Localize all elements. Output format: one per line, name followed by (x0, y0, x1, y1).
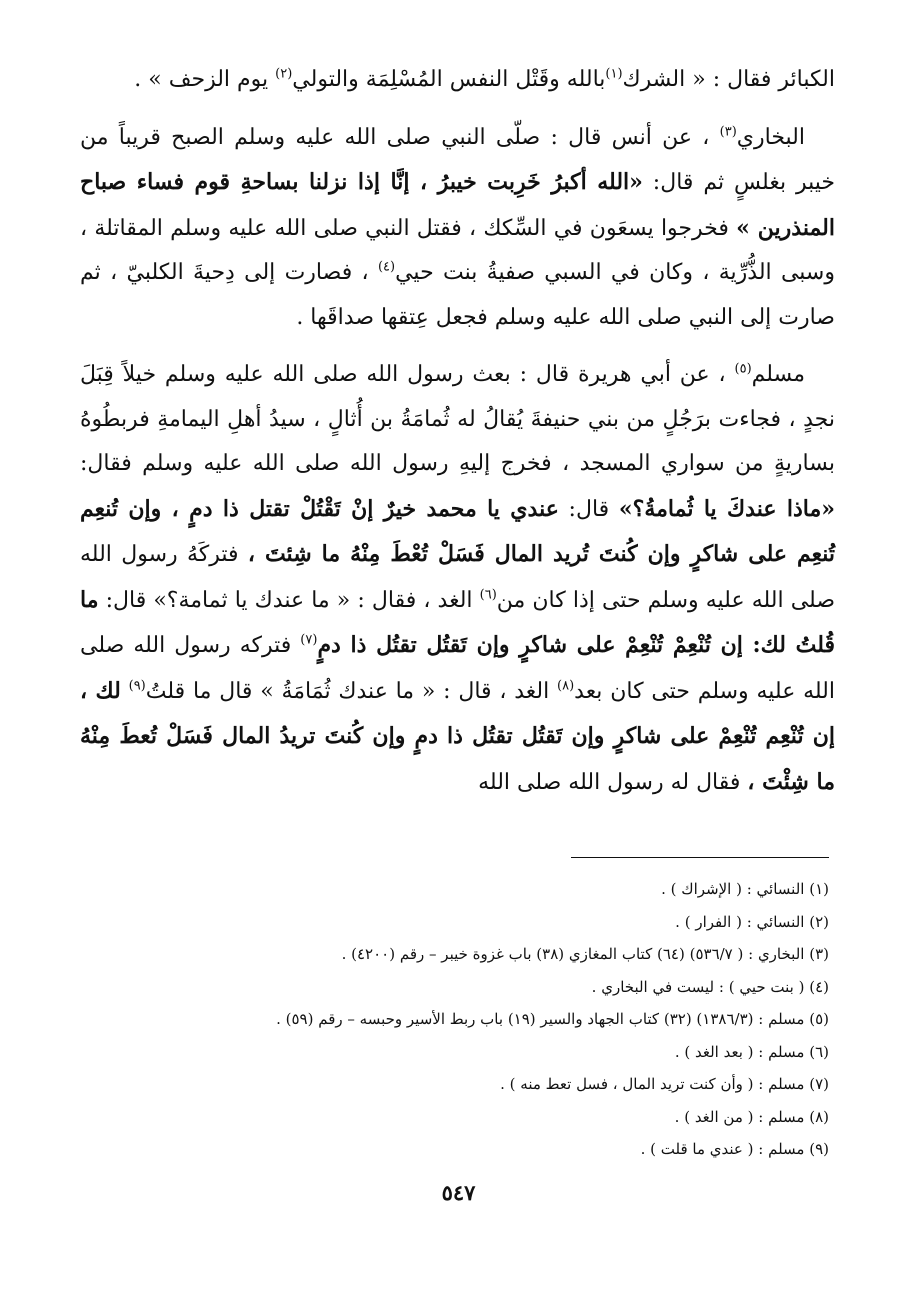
footnote-ref: (٨) (557, 678, 575, 694)
text-run: ، عن أنس قال : صلّى النبي صلى الله عليه وسلم الصبح قريباً من خيبر بغلسٍ ثم قال: (80, 124, 835, 195)
quoted-speech: «ماذا عندكَ يا ثُمامةُ؟» (618, 495, 835, 522)
quoted-speech: «الله أكبرُ خَرِبت خيبرُ ، إنَّا إذا نزلنا بساحةِ قوم فساء صباح المنذرين » (80, 169, 835, 241)
footnote-item: (٣) البخاري : ( ٥٣٦/٧) (٦٤) كتاب المغازي (٣٨) باب غزوة خيبر – رقم (٤٢٠٠) . (341, 945, 829, 963)
text-run (121, 679, 129, 704)
text-run: الغد ، فقال : « ما عندك يا ثمامة؟» قال: (98, 587, 480, 613)
footnote-ref: (٤) (377, 259, 396, 275)
text-run: الكبائر فقال : « الشرك (622, 67, 835, 92)
footnote-item: (٧) مسلم : ( وأن كنت تريد المال ، فسل تعط منه ) . (500, 1075, 829, 1093)
footnote-item: (٨) مسلم : ( من الغد ) . (674, 1107, 829, 1126)
footnote-item: (٩) مسلم : ( عندي ما قلت ) . (640, 1140, 829, 1158)
footnote-ref: (٣) (719, 124, 737, 140)
text-run: فقال له رسول الله صلى الله (478, 769, 748, 795)
text-run: البخاري (736, 124, 805, 150)
footnote-ref: (١) (605, 66, 623, 82)
quoted-speech: عندي يا محمد خيرٌ إنْ تَقْتُلْ تقتل ذا دمٍ ، وإن تُنعِم تُنعِم على شاكرٍ وإن كُنتَ تُريد المال فَسَلْ تُعْطَ مِنْهُ ما شِئتَ ، (80, 495, 835, 567)
paragraph-bukhari-hadith (80, 116, 835, 341)
footnote-item: (٦) مسلم : ( بعد الغد ) . (674, 1042, 829, 1061)
footnote-ref: (٦) (479, 587, 497, 603)
text-run: الغد ، قال : « ما عندك ثُمَامَةُ » قال ما قلتُ (145, 678, 557, 704)
footnote-ref: (٩) (128, 678, 146, 694)
footnotes-list (80, 873, 835, 1166)
footnote-item: (٥) مسلم : (١٣٨٦/٣) (٣٢) كتاب الجهاد والسير (١٩) باب ربط الأسير وحبسه – رقم (٥٩) . (276, 1010, 829, 1028)
footnote-item: (٤) ( بنت حيي ) : ليست في البخاري . (591, 977, 829, 996)
text-run: ، عن أبي هريرة قال : بعث رسول الله صلى الله عليه وسلم خيلاً قِبَلَ نجدٍ ، فجاءت برَجُلٍ من بني حنيفةَ يُقالُ له ثُمامَةُ بن أُثالٍ ، سيدُ أهلِ اليمامةِ فربطُوهُ بساريةٍ من سواري المسجد ، فخرج إليهِ رسول الله صلى الله عليه وسلم فقال: (80, 362, 835, 476)
footnote-item: (٢) النسائي : ( الفرار ) . (675, 912, 829, 931)
quoted-speech: لك ، إن تُنْعِم تُنْعِمْ على شاكرٍ وإن تَقتُل تقتُل ذا دمٍ وإن كُنتَ تريدُ المال فَسَلْ تُعطَ مِنْهُ ما شِئْتَ ، (80, 677, 835, 795)
page-number: ٥٤٧ (441, 1180, 476, 1205)
text-run: فخرجوا يسعَون في السِّكك ، فقتل النبي صلى الله عليه وسلم المقاتلة ، وسبى الذُّرِّية ، وكان في السبي صفيةُ بنت حيي (80, 215, 835, 285)
text-run: فتركَهُ رسول الله صلى الله عليه وسلم حتى إذا كان من (80, 542, 836, 613)
footnote-ref: (٢) (275, 66, 293, 82)
text-run: بالله وقَتْل النفس المُسْلِمَة والتولي (292, 67, 606, 92)
footnote-ref: (٥) (734, 361, 752, 377)
paragraph-continuation (80, 58, 835, 103)
paragraph-muslim-hadith (80, 353, 835, 805)
footnote-divider (571, 857, 829, 858)
text-run: فتركه رسول الله صلى الله عليه وسلم حتى كان بعد (80, 633, 835, 704)
text-run: مسلم (751, 362, 805, 387)
main-text (80, 58, 835, 818)
footnote-item: (١) النسائي : ( الإشراك ) . (661, 880, 829, 898)
text-run: ، فصارت إلى دِحيةَ الكلبيّ ، ثم صارت إلى النبي صلى الله عليه وسلم فجعل عِتقها صداقَها . (80, 260, 835, 330)
quoted-speech: ما قُلتُ لك: إن تُنْعِمْ تُنْعِمْ على شاكرٍ وإن تَقتُل تقتُل ذا دمٍ (80, 586, 836, 658)
text-run: يوم الزحف » . (134, 67, 276, 92)
footnote-ref: (٧) (300, 632, 318, 648)
text-run: قال: (558, 496, 619, 522)
